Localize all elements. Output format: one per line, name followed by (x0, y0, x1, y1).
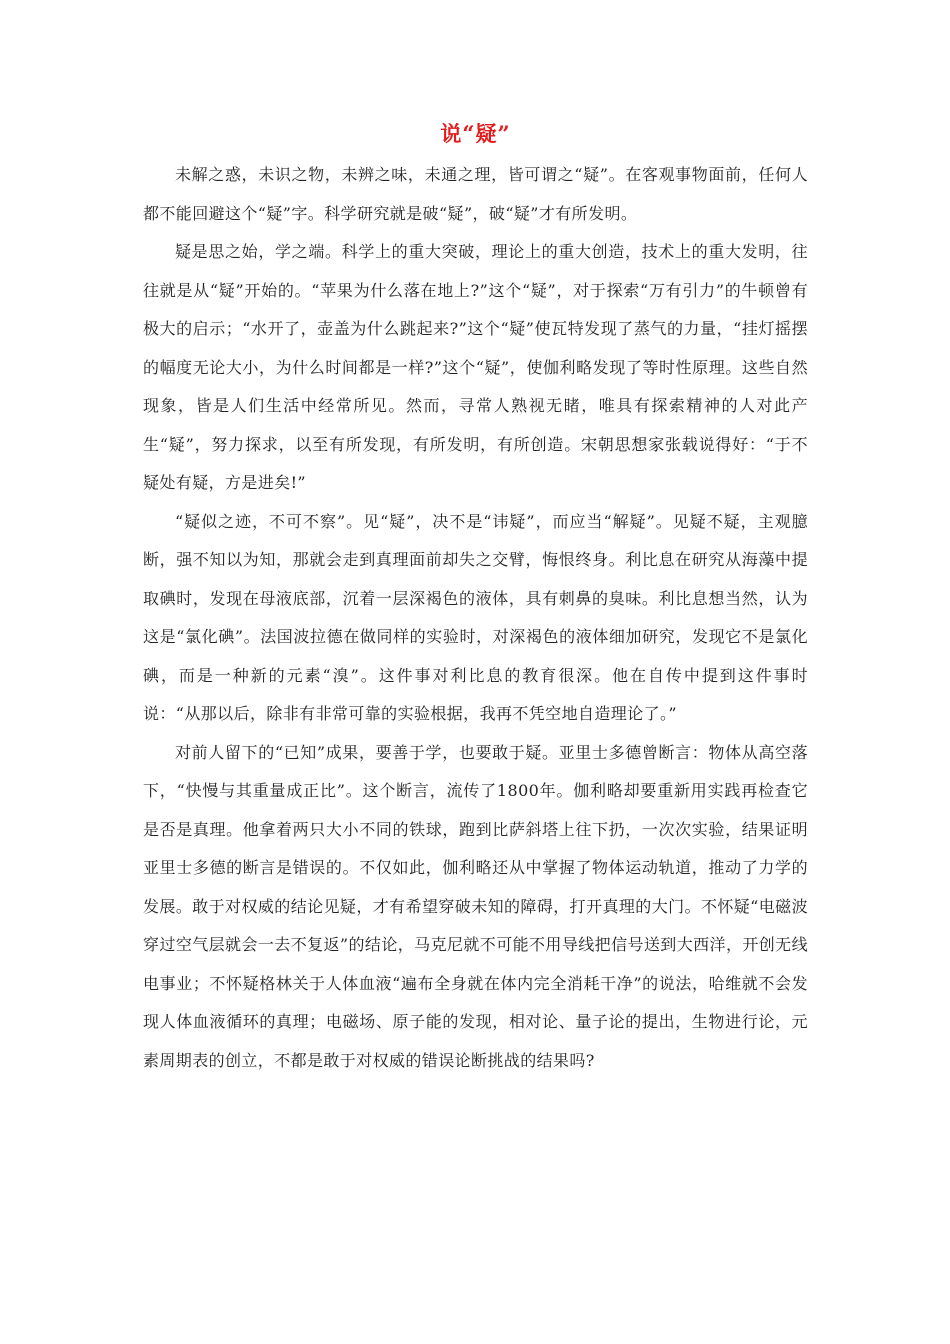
paragraph-3: “疑似之迹，不可不察”。见“疑”，决不是“讳疑”，而应当“解疑”。见疑不疑，主观臆断，强不知以为知，那就会走到真理面前却失之交臂，悔恨终身。利比息在研究从海藻中提取碘时，发现在母液底部，沉着一层深褐色的液体，具有刺鼻的臭味。利比息想当然，认为这是“氯化碘”。法国波拉德在做同样的实验时，对深褐色的液体细加研究，发现它不是氯化碘，而是一种新的元素“溴”。这件事对利比息的教育很深。他在自传中提到这件事时说：“从那以后，除非有非常可靠的实验根据，我再不凭空地自造理论了。” (143, 511, 808, 723)
paragraph-2: 疑是思之始，学之端。科学上的重大突破，理论上的重大创造，技术上的重大发明，往往就是从“疑”开始的。“苹果为什么落在地上?”这个“疑”，对于探索“万有引力”的牛顿曾有极大的启示；“水开了，壶盖为什么跳起来?”这个“疑”使瓦特发现了蒸气的力量，“挂灯摇摆的幅度无论大小，为什么时间都是一样?”这个“疑”，使伽利略发现了等时性原理。这些自然现象，皆是人们生活中经常所见。然而，寻常人熟视无睹，唯具有探索精神的人对此产生“疑”，努力探求，以至有所发现，有所发明，有所创造。宋朝思想家张载说得好：“于不疑处有疑，方是进矣!” (143, 242, 808, 492)
document-title: 说“疑” (440, 121, 511, 146)
paragraph-1: 未解之惑，未识之物，未辨之味，未通之理，皆可谓之“疑”。在客观事物面前，任何人都不能回避这个“疑”字。科学研究就是破“疑”，破“疑”才有所发明。 (143, 165, 808, 223)
document-content (143, 118, 808, 1080)
paragraph-4: 对前人留下的“已知”成果，要善于学，也要敢于疑。亚里士多德曾断言：物体从高空落下，“快慢与其重量成正比”。这个断言，流传了1800年。伽利略却要重新用实践再检查它是否是真理。他拿着两只大小不同的铁球，跑到比萨斜塔上往下扔，一次次实验，结果证明亚里士多德的断言是错误的。不仅如此，伽利略还从中掌握了物体运动轨道，推动了力学的发展。敢于对权威的结论见疑，才有希望穿破未知的障碍，打开真理的大门。不怀疑“电磁波穿过空气层就会一去不复返”的结论，马克尼就不可能不用导线把信号送到大西洋，开创无线电事业；不怀疑格林关于人体血液“遍布全身就在体内完全消耗干净”的说法，哈维就不会发现人体血液循环的真理；电磁场、原子能的发现，相对论、量子论的提出，生物进行论，元素周期表的创立，不都是敢于对权威的错误论断挑战的结果吗? (143, 742, 808, 1070)
